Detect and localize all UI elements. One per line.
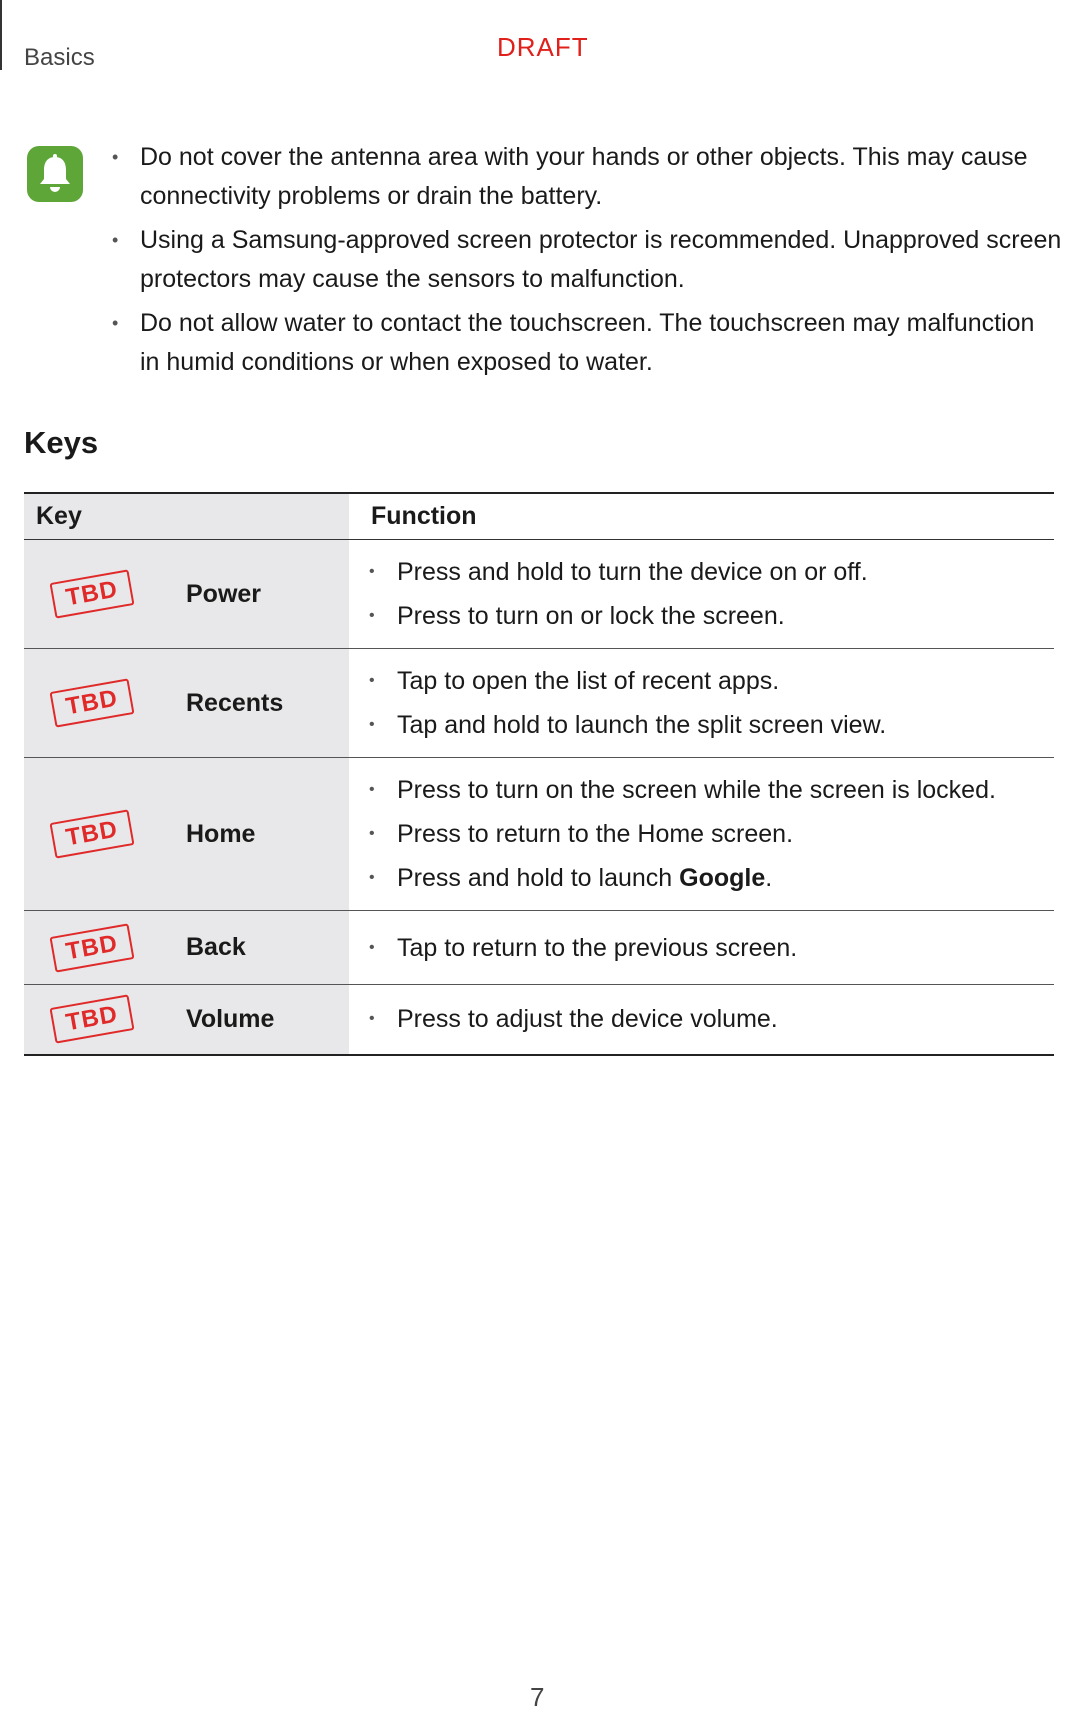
function-item: • Press and hold to turn the device on or off. — [397, 550, 1054, 594]
table-row — [24, 911, 1054, 985]
function-item: • Press to adjust the device volume. — [397, 997, 1054, 1041]
table-header-row — [24, 493, 1054, 540]
notice-line: protectors may cause the sensors to malfunction. — [140, 265, 685, 293]
notice-line: • Do not cover the antenna area with your hands or other objects. This may cause — [140, 143, 1028, 171]
function-item: • Press to turn on or lock the screen. — [397, 594, 1054, 638]
notice-item — [118, 138, 1063, 216]
key-name: Back — [186, 933, 246, 961]
keys-table — [24, 492, 1054, 1056]
function-column-header: Function — [349, 493, 1054, 540]
notice-icon — [27, 146, 83, 202]
page-number: 7 — [530, 1682, 545, 1712]
notice-list — [118, 138, 1063, 387]
key-name: Power — [186, 579, 262, 608]
section-label: Basics — [24, 44, 95, 71]
function-item: • Tap to return to the previous screen. — [397, 926, 1054, 970]
table-row — [24, 985, 1054, 1055]
function-item — [397, 856, 1054, 900]
function-cell — [349, 911, 1054, 985]
tbd-stamp: TBD — [49, 809, 134, 858]
key-column-header: Key — [24, 493, 349, 540]
function-cell — [349, 985, 1054, 1055]
notice-item — [118, 304, 1063, 382]
key-name: Volume — [186, 1004, 275, 1033]
function-item: • Tap and hold to launch the split screen view. — [397, 703, 1054, 747]
key-cell — [24, 649, 349, 758]
header-rule — [0, 0, 2, 70]
function-text: Press and hold to launch — [397, 864, 680, 892]
function-item: • Tap to open the list of recent apps. — [397, 659, 1054, 703]
notice-line: • Do not allow water to contact the touchscreen. The touchscreen may malfunction — [140, 309, 1035, 337]
key-cell — [24, 758, 349, 911]
notice-line: in humid conditions or when exposed to water. — [140, 348, 653, 376]
key-name: Recents — [186, 688, 284, 717]
function-cell — [349, 649, 1054, 758]
key-cell — [24, 540, 349, 649]
bell-icon — [36, 154, 74, 194]
tbd-stamp: TBD — [49, 569, 134, 618]
keys-heading: Keys — [24, 425, 99, 460]
function-cell — [349, 540, 1054, 649]
function-item: • Press to turn on the screen while the screen is locked. — [397, 768, 1054, 812]
table-row — [24, 649, 1054, 758]
function-cell — [349, 758, 1054, 911]
function-item: • Press to return to the Home screen. — [397, 812, 1054, 856]
notice-line: connectivity problems or drain the battery. — [140, 182, 603, 210]
key-cell — [24, 911, 349, 985]
table-row — [24, 540, 1054, 649]
tbd-stamp: TBD — [49, 995, 134, 1044]
tbd-stamp: TBD — [49, 923, 134, 972]
key-name: Home — [186, 819, 256, 848]
google-app-name: Google — [679, 864, 766, 892]
function-text: . — [765, 864, 773, 892]
key-cell — [24, 985, 349, 1055]
table-row — [24, 758, 1054, 911]
notice-line: • Using a Samsung-approved screen protector is recommended. Unapproved screen — [140, 226, 1062, 254]
notice-item — [118, 221, 1063, 299]
draft-watermark: DRAFT — [497, 32, 589, 62]
tbd-stamp: TBD — [49, 678, 134, 727]
